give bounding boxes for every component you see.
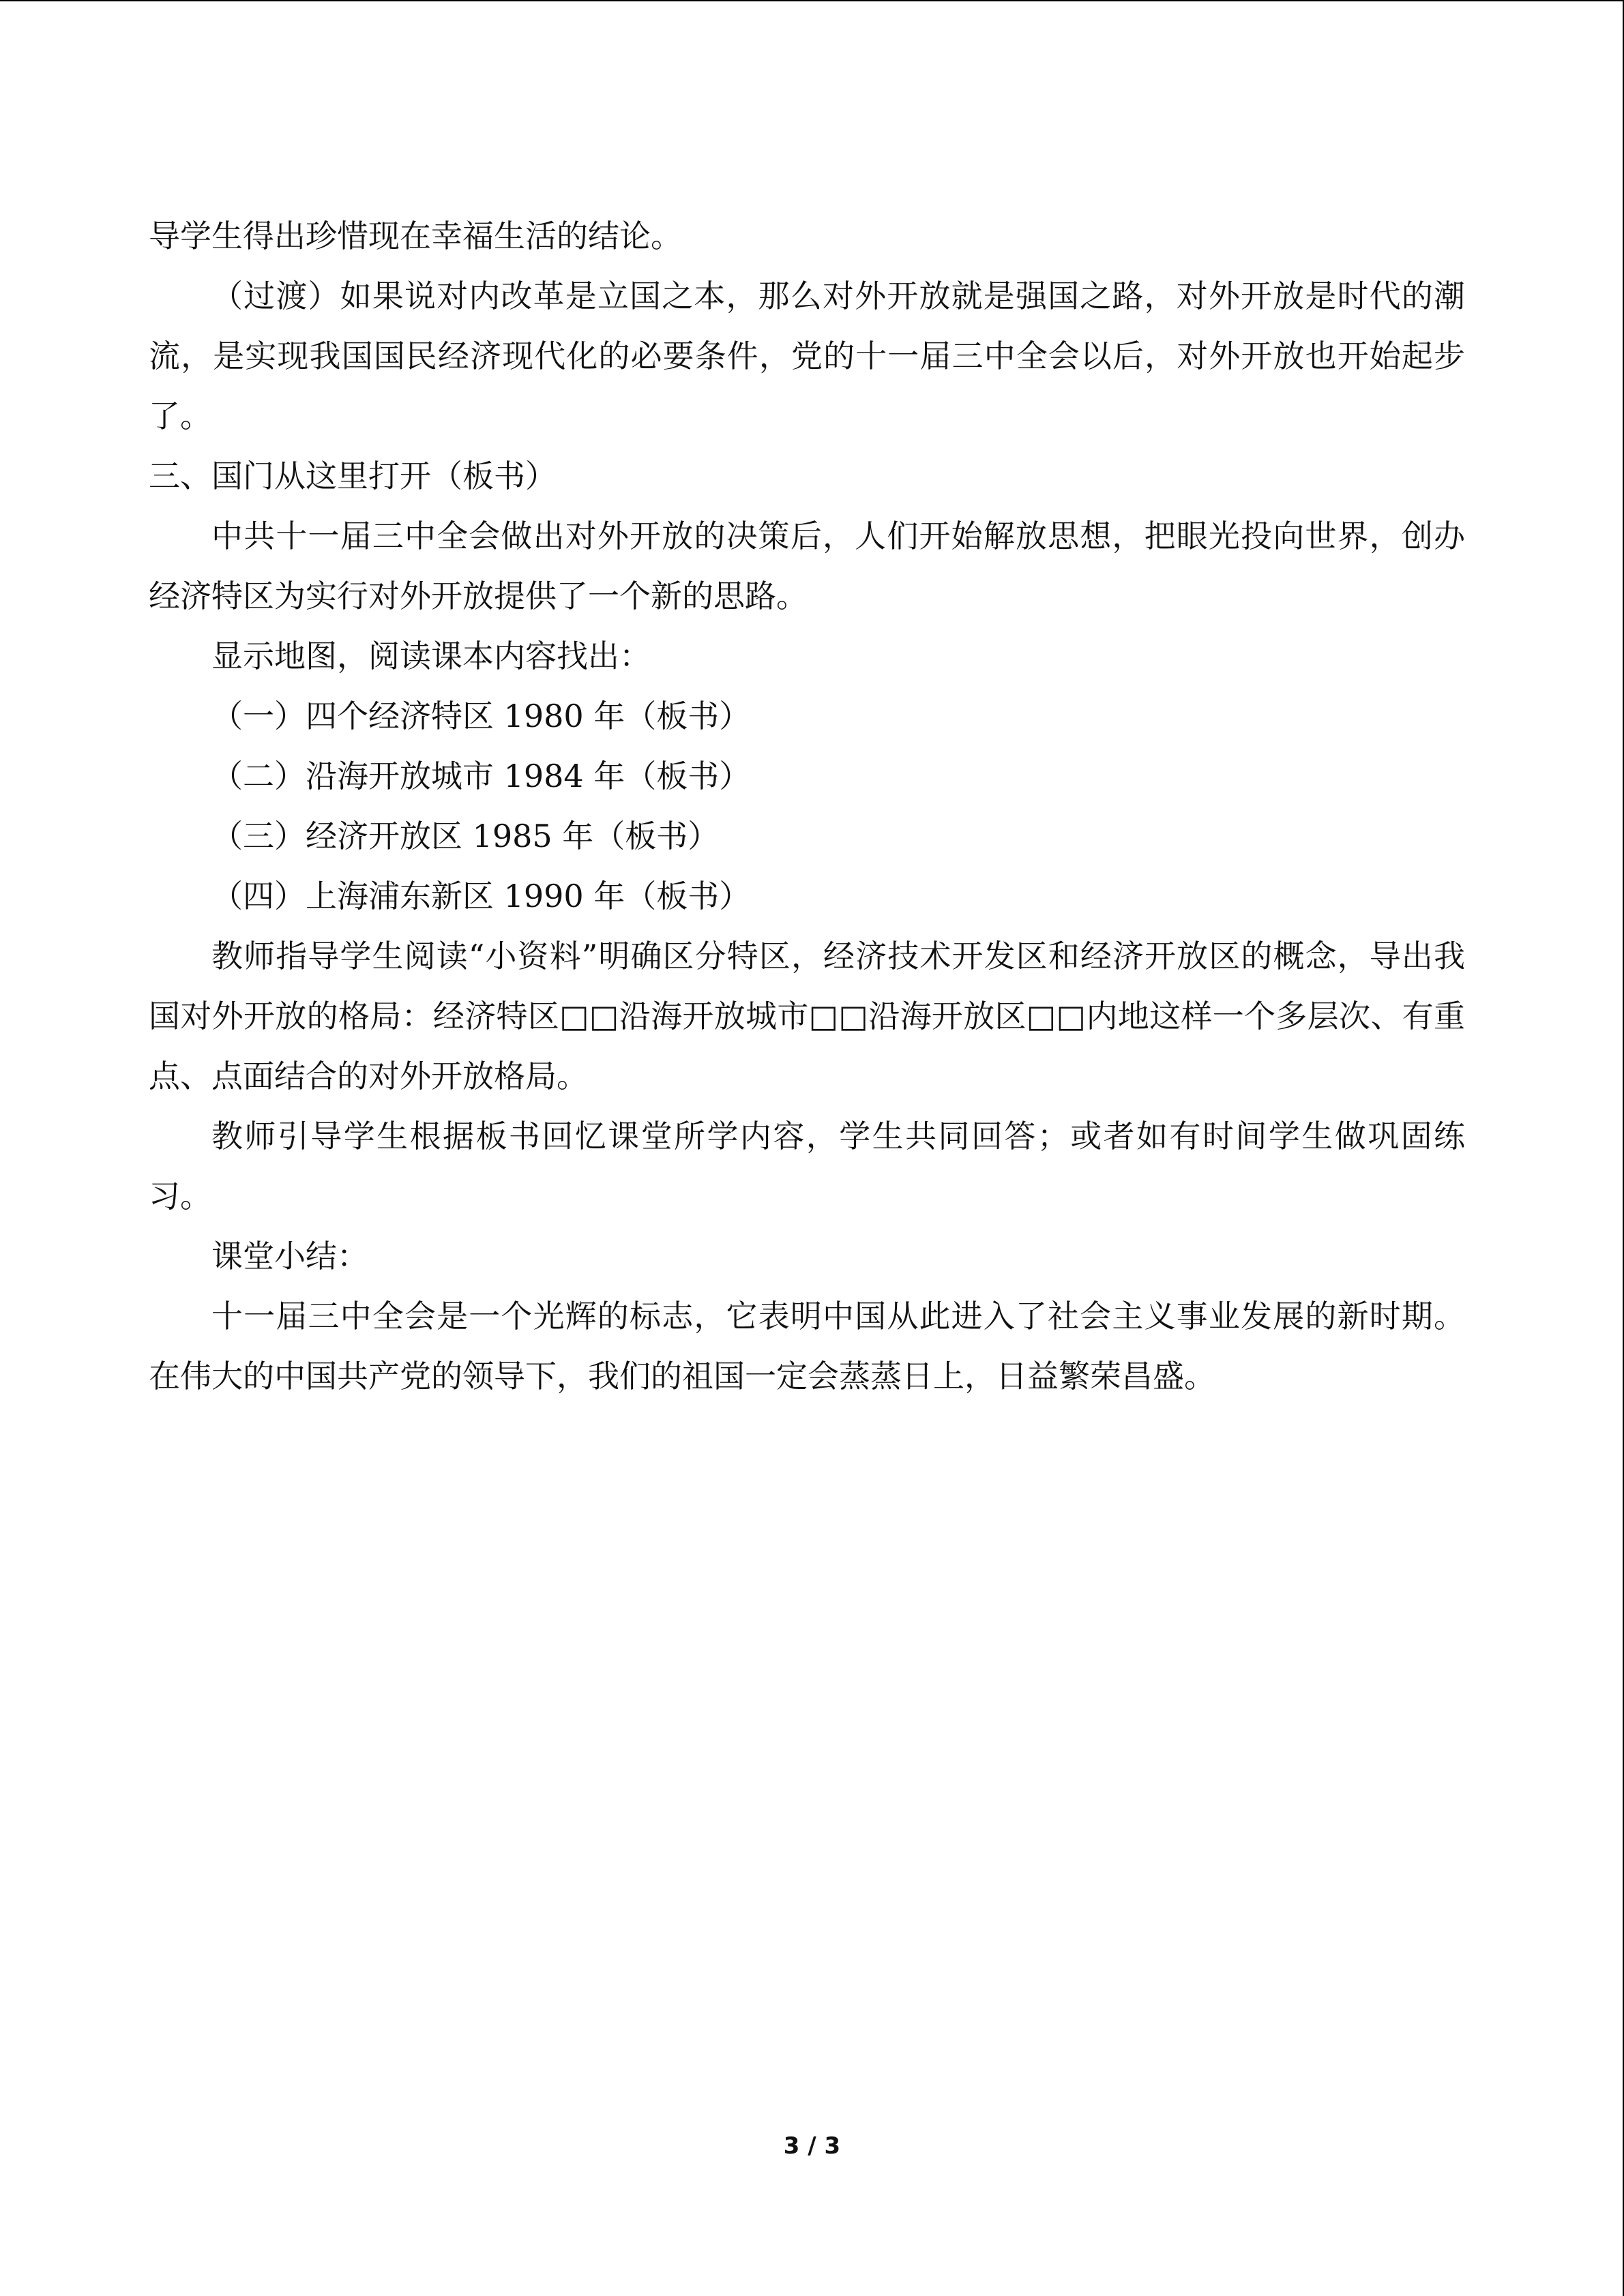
document-body (149, 206, 1465, 1406)
paragraph-opening-policy: 中共十一届三中全会做出对外开放的决策后，人们开始解放思想，把眼光投向世界，创办经济特区为实行对外开放提供了一个新的思路。 (149, 518, 1465, 614)
paragraph-review: 教师引导学生根据板书回忆课堂所学内容，学生共同回答；或者如有时间学生做巩固练习。 (149, 1118, 1465, 1214)
list-item-economic-zones: （一）四个经济特区 1980 年（板书） (211, 698, 751, 734)
list-item-coastal-cities: （二）沿海开放城市 1984 年（板书） (211, 758, 751, 794)
page-number: 3 / 3 (783, 2132, 841, 2160)
paragraph-opening-pattern: 教师指导学生阅读“小资料”明确区分特区，经济技术开发区和经济开放区的概念，导出我国对外开放的格局：经济特区□□沿海开放城市□□沿海开放区□□内地这样一个多层次、有重点、点面结合的对外开放格局。 (149, 938, 1465, 1094)
paragraph-conclusion: 导学生得出珍惜现在幸福生活的结论。 (149, 218, 682, 254)
paragraph-map-instruction: 显示地图，阅读课本内容找出： (211, 638, 651, 674)
paragraph-summary: 十一届三中全会是一个光辉的标志，它表明中国从此进入了社会主义事业发展的新时期。在伟大的中国共产党的领导下，我们的祖国一定会蒸蒸日上，日益繁荣昌盛。 (149, 1298, 1465, 1395)
paragraph-transition: （过渡）如果说对内改革是立国之本，那么对外开放就是强国之路，对外开放是时代的潮流，是实现我国国民经济现代化的必要条件，党的十一届三中全会以后，对外开放也开始起步了。 (149, 278, 1465, 434)
section-heading: 三、国门从这里打开（板书） (149, 458, 557, 494)
list-item-open-zones: （三）经济开放区 1985 年（板书） (211, 818, 720, 854)
summary-heading: 课堂小结： (211, 1238, 368, 1274)
list-item-pudong: （四）上海浦东新区 1990 年（板书） (211, 878, 751, 914)
